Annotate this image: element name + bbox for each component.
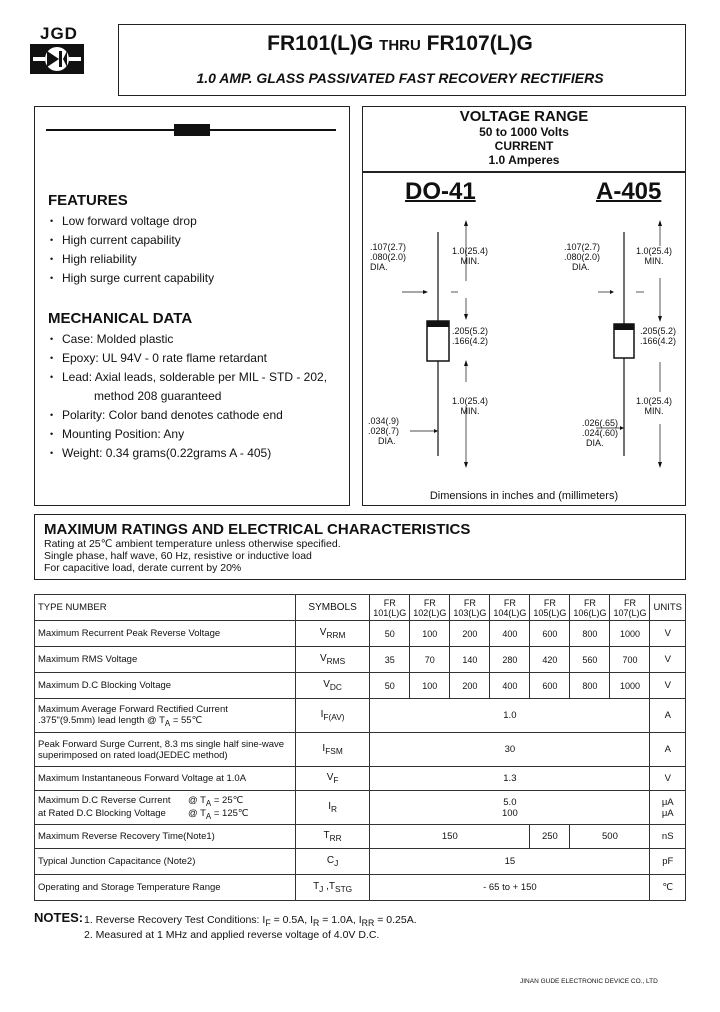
list-item: • Epoxy: UL 94V - 0 rate flame retardant [50,349,346,368]
mechanical-list [50,330,346,463]
spec-table [34,594,686,901]
col-units: UNITS [650,595,686,621]
list-item: • Mounting Position: Any [50,425,346,444]
ratings-note: Rating at 25℃ ambient temperature unless otherwise specified. [44,538,341,550]
do41-body-len: .205(5.2) .166(4.2) [452,326,489,346]
col-symbols: SYMBOLS [295,595,369,621]
page-subtitle: 1.0 AMP. GLASS PASSIVATED FAST RECOVERY RECTIFIERS [196,70,604,86]
current-label: CURRENT [494,139,554,153]
col-part: FR 106(L)G [570,595,610,621]
list-item: • Polarity: Color band denotes cathode end [50,406,346,425]
table-row: Maximum Recurrent Peak Reverse Voltage $V_{RRM}$ 50 100 200 400 600 800 1000 V [35,621,686,647]
dimensions-caption: Dimensions in inches and (millimeters) [429,490,619,502]
do41-lead-dia: .107(2.7) .080(2.0) DIA. [370,242,407,272]
ratings-note: For capacitive load, derate current by 20% [44,562,242,574]
list-item: • High reliability [50,250,340,269]
list-item: • High current capability [50,231,340,250]
a405-lead-len-bot: 1.0(25.4) MIN. [636,396,673,416]
list-item: • High surge current capability [50,269,340,288]
features-list [50,212,340,288]
list-item: method 208 guaranteed [94,389,222,403]
do41-lead-len-bot: 1.0(25.4) MIN. [452,396,489,416]
list-item: • Lead: Axial leads, solderable per MIL - STD - 202, [50,368,346,387]
logo-text: JGD [40,24,78,43]
a405-lead-len-top: 1.0(25.4) MIN. [636,246,673,266]
list-item: • Low forward voltage drop [50,212,340,231]
voltage-range-value: 50 to 1000 Volts [479,125,569,139]
page-title: FR101(L)G THRU FR107(L)G [267,32,533,55]
table-row: Maximum D.C Reverse Current @ $T_A$ = 25℃ at Rated D.C Blocking Voltage @ $T_A$ = 125℃ $I_R$ 5.0 100 μA μA [35,791,686,825]
list-item: • Weight: 0.34 grams(0.22grams A - 405) [50,444,346,463]
table-row: Maximum Instantaneous Forward Voltage at 1.0A $V_F$ 1.3 V [35,767,686,791]
notes-label: NOTES: [34,910,84,925]
col-part: FR 101(L)G [370,595,410,621]
table-row: Maximum Reverse Recovery Time(Note1) $T_{RR}$ 150 250 500 nS [35,825,686,849]
a405-label: A-405 [596,178,662,205]
voltage-range-title: VOLTAGE RANGE [459,108,589,125]
table-header-row [35,595,686,621]
do41-wire-dia: .034(.9) .028(.7) DIA. [368,416,400,446]
note-1: 1. Reverse Recovery Test Conditions: $I_F = 0.5A$, $I_R = 1.0A$, $I_{RR} = 0.25A$. [84,914,417,929]
ratings-title: MAXIMUM RATINGS AND ELECTRICAL CHARACTERISTICS [44,521,471,538]
table-row: Operating and Storage Temperature Range $T_J$ $,T_{STG}$ - 65 to + 150 ℃ [35,875,686,901]
company-logo-icon [30,44,84,74]
footer-company: JINAN GUDE ELECTRONIC DEVICE CO., LTD [520,978,658,985]
note-2: 2. Measured at 1 MHz and applied reverse voltage of 4.0V D.C. [84,929,380,941]
list-item: • Case: Molded plastic [50,330,346,349]
current-value: 1.0 Amperes [488,153,560,167]
col-part: FR 103(L)G [450,595,490,621]
table-row: Typical Junction Capacitance (Note2) $C_J$ 15 pF [35,849,686,875]
features-heading: FEATURES [48,192,128,209]
col-type-number: TYPE NUMBER [35,595,296,621]
table-row: Peak Forward Surge Current, 8.3 ms single half sine-wave superimposed on rated load(JEDEC method) $I_{FSM}$ 30 A [35,733,686,767]
col-part: FR 102(L)G [410,595,450,621]
a405-lead-dia: .107(2.7) .080(2.0) DIA. [564,242,601,272]
ratings-note: Single phase, half wave, 60 Hz, resistive or inductive load [44,550,312,562]
do41-label: DO-41 [405,178,476,205]
do41-lead-len-top: 1.0(25.4) MIN. [452,246,489,266]
table-row: Maximum Average Forward Rectified Current .375"(9.5mm) lead length @ $T_A$ = 55℃ $I_{F(AV)}$ 1.0 A [35,699,686,733]
a405-wire-dia: .026(.65) .024(.60) DIA. [582,418,619,448]
col-part: FR 105(L)G [530,595,570,621]
col-part: FR 107(L)G [610,595,650,621]
diode-drawing-icon [46,122,336,138]
table-row: Maximum RMS Voltage $V_{RMS}$ 35 70 140 280 420 560 700 V [35,647,686,673]
a405-body-len: .205(5.2) .166(4.2) [640,326,677,346]
col-part: FR 104(L)G [490,595,530,621]
mechanical-heading: MECHANICAL DATA [48,310,193,327]
table-row: Maximum D.C Blocking Voltage $V_{DC}$ 50 100 200 400 600 800 1000 V [35,673,686,699]
